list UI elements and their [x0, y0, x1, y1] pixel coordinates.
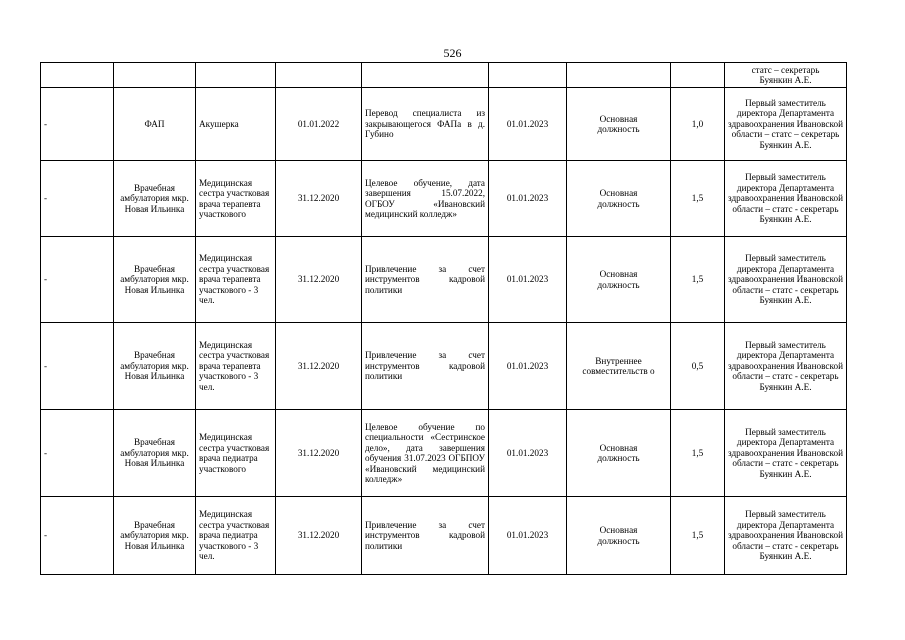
cell-date: 01.01.2022: [276, 88, 362, 161]
cell-position: Медицинская сестра участковая врача педиатра участкового - 3 чел.: [196, 497, 276, 575]
page-number: 526: [443, 46, 462, 60]
cell-method: Перевод специалиста из закрывающегося ФАПа в д. Губино: [362, 88, 489, 161]
cell-position: Акушерка: [196, 88, 276, 161]
cell-dash: -: [41, 497, 114, 575]
table-row: [41, 410, 847, 497]
cell-method: Целевое обучение, дата завершения 15.07.2022, ОГБОУ «Ивановский медицинский колледж»: [362, 161, 489, 237]
cell-unit: ФАП: [114, 88, 196, 161]
cell-plan-date: 01.01.2023: [489, 323, 567, 410]
cell-empty: [41, 63, 114, 88]
cell-plan-date: 01.01.2023: [489, 410, 567, 497]
cell-empty: [671, 63, 725, 88]
cell-rate: 1,5: [671, 410, 725, 497]
cell-responsible: статс – секретарь Буянкин А.Е.: [725, 63, 847, 88]
cell-empty: [362, 63, 489, 88]
cell-responsible: Первый заместитель директора Департамента здравоохранения Ивановской области – статс – секретарь Буянкин А.Е.: [725, 88, 847, 161]
cell-rate: 0,5: [671, 323, 725, 410]
cell-method: Привлечение за счет инструментов кадровой политики: [362, 323, 489, 410]
cell-dash: -: [41, 323, 114, 410]
table-row: [41, 497, 847, 575]
cell-position: Медицинская сестра участковая врача терапевта участкового: [196, 161, 276, 237]
cell-position: Медицинская сестра участковая врача терапевта участкового - 3 чел.: [196, 323, 276, 410]
cell-plan-date: 01.01.2023: [489, 161, 567, 237]
table-row: [41, 323, 847, 410]
cell-dash: -: [41, 410, 114, 497]
cell-date: 31.12.2020: [276, 161, 362, 237]
cell-rate: 1,5: [671, 497, 725, 575]
cell-unit: Врачебная амбулатория мкр. Новая Ильинка: [114, 161, 196, 237]
table-row-continued: [41, 63, 847, 88]
cell-dash: -: [41, 88, 114, 161]
cell-empty: [567, 63, 671, 88]
cell-dash: -: [41, 161, 114, 237]
table-row: [41, 88, 847, 161]
cell-responsible: Первый заместитель директора Департамента здравоохранения Ивановской области – статс - секретарь Буянкин А.Е.: [725, 323, 847, 410]
cell-unit: Врачебная амбулатория мкр. Новая Ильинка: [114, 497, 196, 575]
cell-plan-date: 01.01.2023: [489, 237, 567, 323]
cell-date: 31.12.2020: [276, 497, 362, 575]
cell-date: 31.12.2020: [276, 410, 362, 497]
cell-plan-date: 01.01.2023: [489, 88, 567, 161]
cell-responsible: Первый заместитель директора Департамента здравоохранения Ивановской области – статс - секретарь Буянкин А.Е.: [725, 161, 847, 237]
cell-type: Основная должность: [567, 410, 671, 497]
cell-position: Медицинская сестра участковая врача терапевта участкового - 3 чел.: [196, 237, 276, 323]
cell-unit: Врачебная амбулатория мкр. Новая Ильинка: [114, 237, 196, 323]
staffing-table: [40, 62, 847, 575]
cell-method: Привлечение за счет инструментов кадровой политики: [362, 237, 489, 323]
table-row: [41, 161, 847, 237]
cell-type: Основная должность: [567, 497, 671, 575]
cell-rate: 1,0: [671, 88, 725, 161]
cell-position: Медицинская сестра участковая врача педиатра участкового: [196, 410, 276, 497]
cell-unit: Врачебная амбулатория мкр. Новая Ильинка: [114, 410, 196, 497]
cell-type: Основная должность: [567, 161, 671, 237]
cell-type: Основная должность: [567, 237, 671, 323]
cell-date: 31.12.2020: [276, 323, 362, 410]
cell-empty: [489, 63, 567, 88]
cell-method: Привлечение за счет инструментов кадровой политики: [362, 497, 489, 575]
cell-unit: Врачебная амбулатория мкр. Новая Ильинка: [114, 323, 196, 410]
cell-responsible: Первый заместитель директора Департамента здравоохранения Ивановской области – статс - секретарь Буянкин А.Е.: [725, 410, 847, 497]
cell-responsible: Первый заместитель директора Департамента здравоохранения Ивановской области – статс - секретарь Буянкин А.Е.: [725, 497, 847, 575]
cell-type: Основная должность: [567, 88, 671, 161]
cell-date: 31.12.2020: [276, 237, 362, 323]
cell-rate: 1,5: [671, 161, 725, 237]
cell-empty: [276, 63, 362, 88]
cell-plan-date: 01.01.2023: [489, 497, 567, 575]
table-row: [41, 237, 847, 323]
cell-responsible: Первый заместитель директора Департамента здравоохранения Ивановской области – статс - секретарь Буянкин А.Е.: [725, 237, 847, 323]
cell-rate: 1,5: [671, 237, 725, 323]
cell-empty: [114, 63, 196, 88]
cell-empty: [196, 63, 276, 88]
cell-type: Внутреннее совместительств о: [567, 323, 671, 410]
cell-dash: -: [41, 237, 114, 323]
cell-method: Целевое обучение по специальности «Сестринское дело», дата завершения обучения 31.07.2023 ОГБПОУ «Ивановский медицинский колледж»: [362, 410, 489, 497]
